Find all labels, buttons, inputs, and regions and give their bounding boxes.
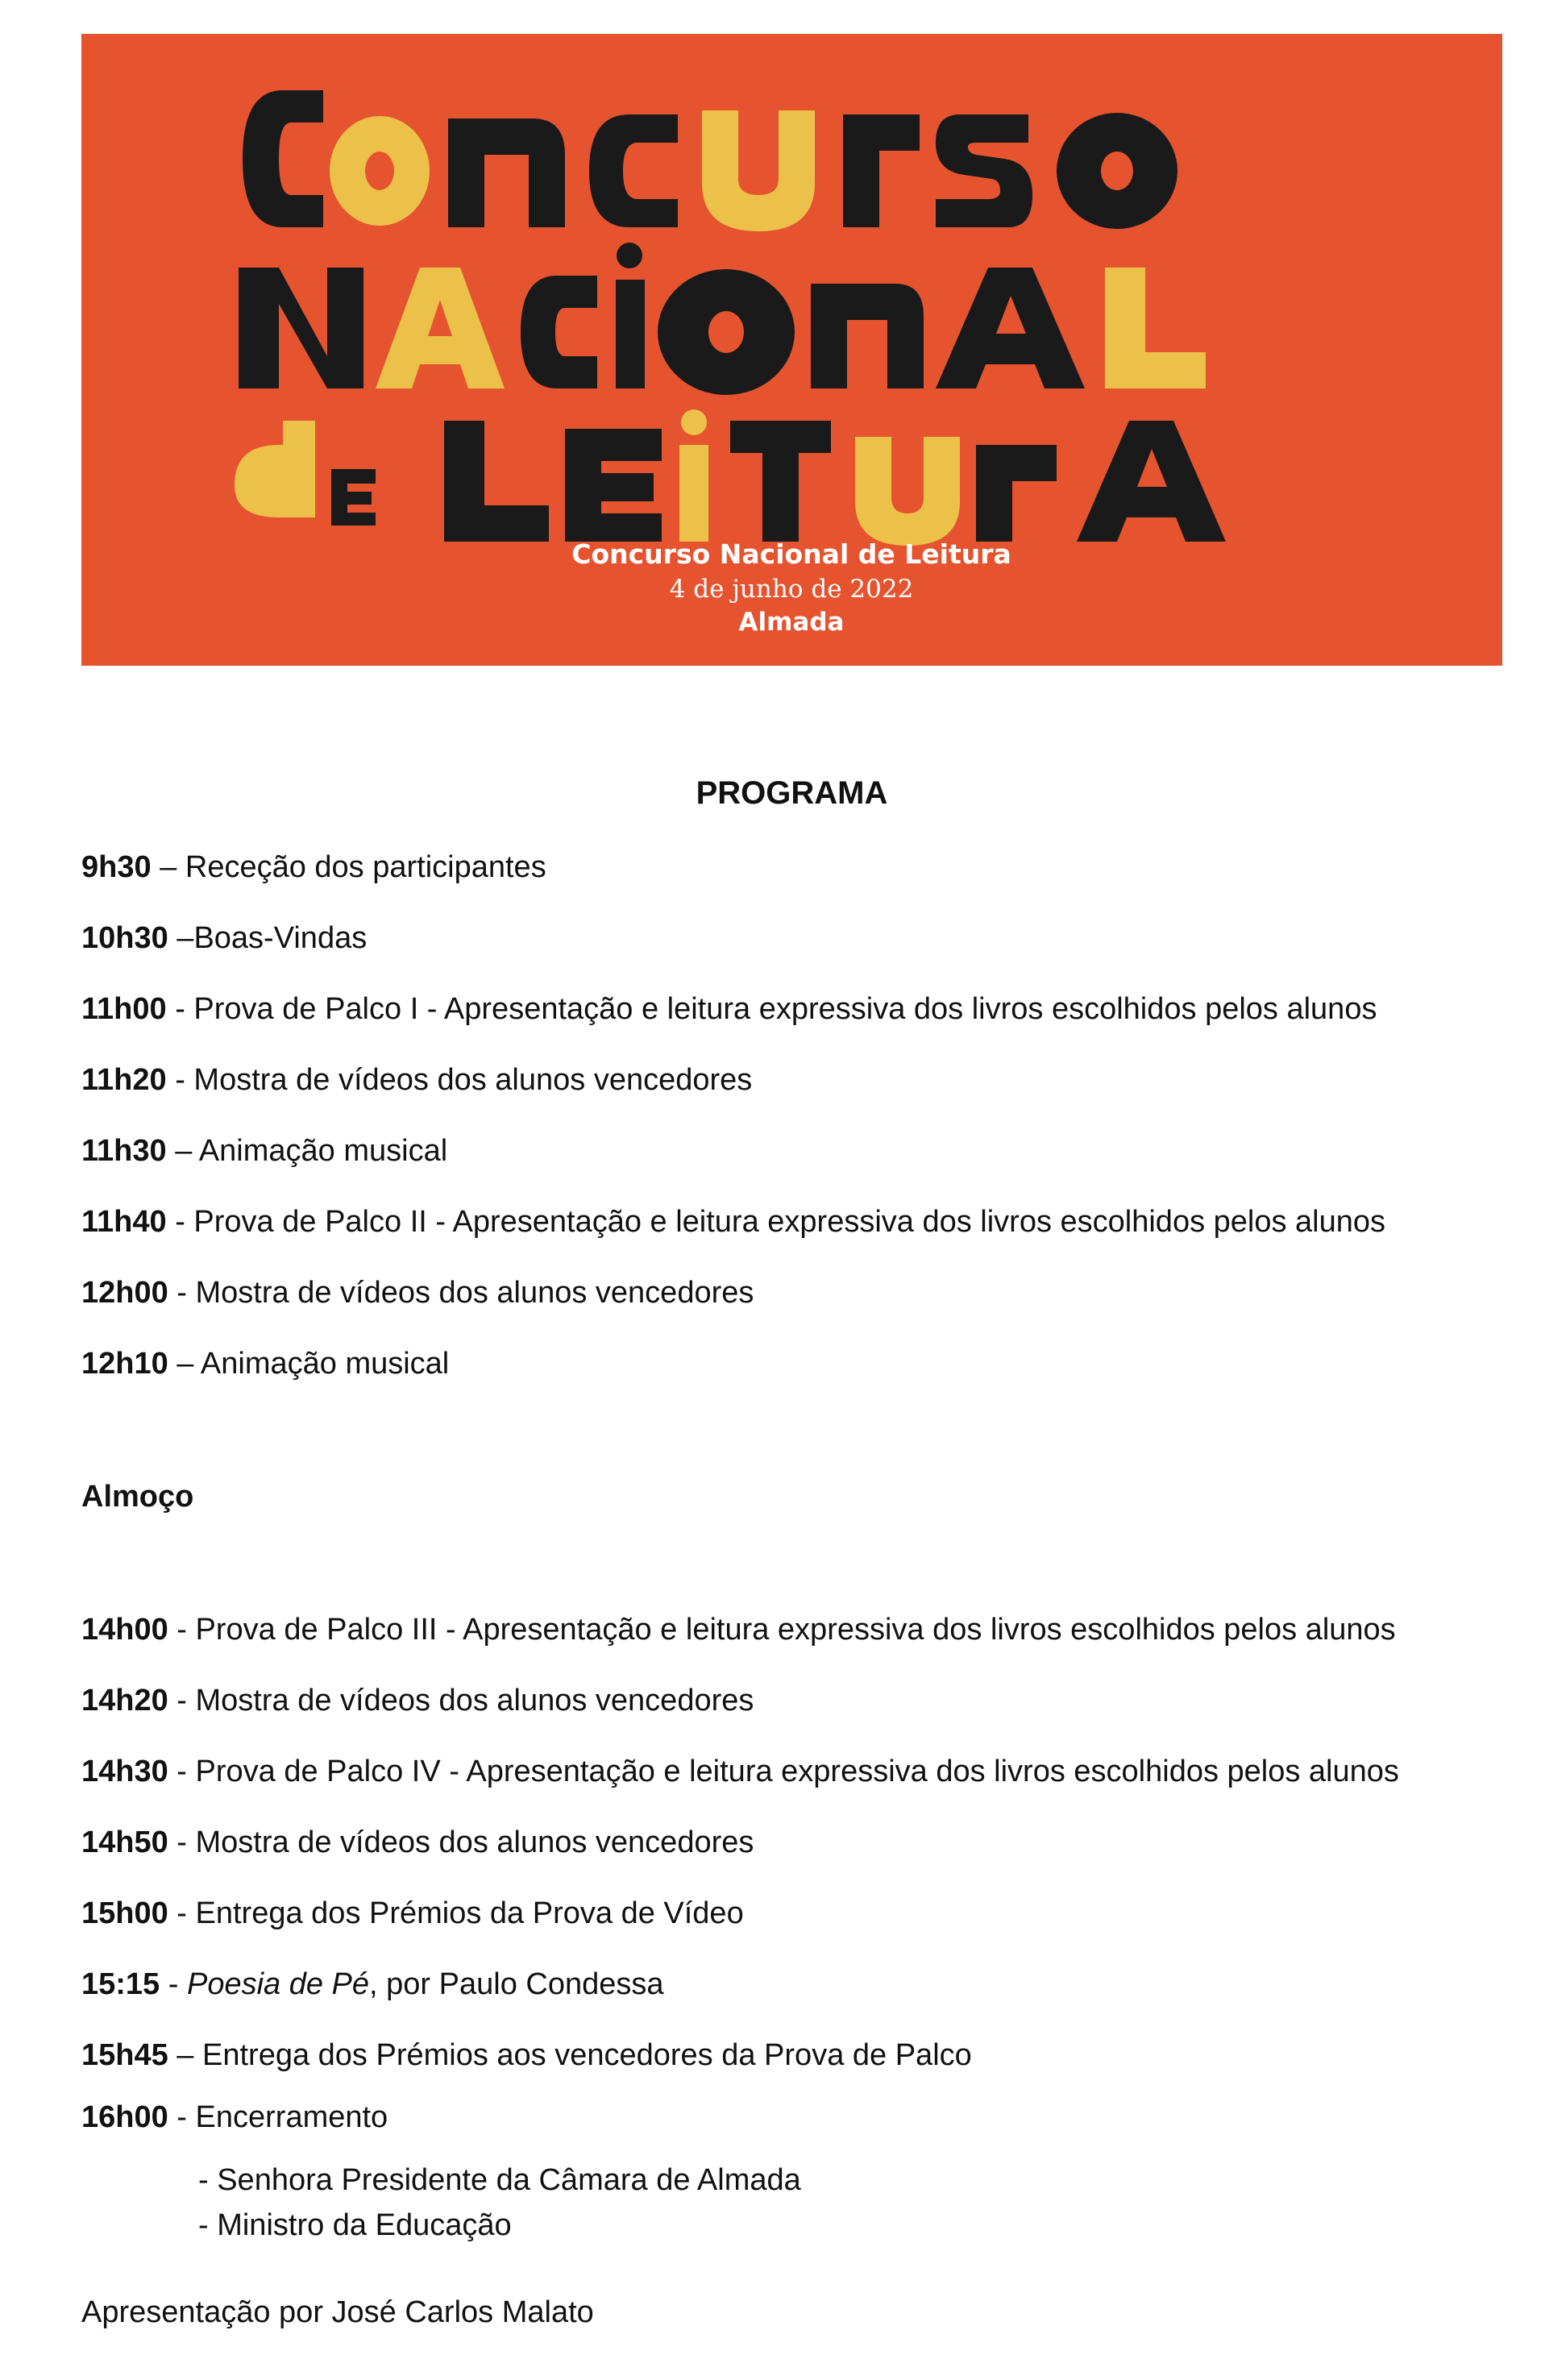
schedule-text: - Mostra de vídeos dos alunos vencedores — [168, 1684, 754, 1718]
schedule-text: - Mostra de vídeos dos alunos vencedores — [166, 1063, 753, 1097]
lunch-label: Almoço — [81, 1480, 194, 1514]
schedule-item — [81, 1684, 754, 1718]
schedule-item — [81, 1347, 449, 1381]
schedule-text: - Mostra de vídeos dos alunos vencedores — [168, 1276, 754, 1310]
logo-letter-i — [616, 280, 645, 388]
page-title: PROGRAMA — [696, 775, 888, 811]
schedule-time: 10h30 — [81, 921, 168, 955]
schedule-time: 12h10 — [81, 1347, 168, 1381]
schedule-text: - Prova de Palco III - Apresentação e leitura expressiva dos livros escolhidos pelos alunos — [168, 1613, 1396, 1647]
schedule-item — [81, 1825, 754, 1860]
schedule-item — [81, 992, 1377, 1027]
schedule-text: - Prova de Palco I - Apresentação e leitura expressiva dos livros escolhidos pelos alunos — [166, 992, 1377, 1026]
schedule-item — [81, 1063, 752, 1098]
schedule-item — [81, 1613, 1396, 1647]
logo-letter-i2 — [679, 445, 708, 542]
schedule-separator: - — [160, 1967, 187, 2001]
schedule-time: 14h50 — [81, 1825, 168, 1859]
banner-logo — [81, 34, 1502, 666]
schedule-text: - Encerramento — [168, 2100, 388, 2134]
logo-letter-e2 — [565, 429, 662, 542]
schedule-text: – Animação musical — [168, 1347, 450, 1381]
poetry-title: Poesia de Pé — [186, 1967, 370, 2001]
banner-date: 4 de junho de 2022 — [669, 575, 914, 604]
schedule-time: 11h20 — [81, 1063, 167, 1097]
logo-letter-i-dot — [617, 243, 642, 268]
logo-letter-i2-dot — [681, 409, 707, 435]
schedule-item — [81, 1205, 1385, 1240]
closing-speaker: - Senhora Presidente da Câmara de Almada — [198, 2163, 801, 2197]
schedule-time: 11h00 — [81, 992, 167, 1026]
schedule-time: 14h30 — [81, 1755, 168, 1788]
schedule-time: 12h00 — [81, 1276, 168, 1310]
schedule-item — [81, 2038, 972, 2073]
schedule-item — [81, 921, 367, 956]
schedule-text: , por Paulo Condessa — [369, 1967, 664, 2001]
schedule-time: 11h40 — [81, 1205, 167, 1239]
schedule-text: –Boas-Vindas — [168, 921, 368, 955]
schedule-text: - Mostra de vídeos dos alunos vencedores — [168, 1825, 754, 1859]
schedule-time: 14h00 — [81, 1613, 168, 1647]
schedule-item — [81, 1755, 1399, 1789]
event-banner — [81, 34, 1502, 666]
banner-place: Almada — [738, 608, 845, 637]
schedule-time: 9h30 — [81, 850, 152, 884]
schedule-item-poetry — [81, 1967, 664, 2002]
schedule-time: 15h45 — [81, 2038, 168, 2072]
schedule-time: 16h00 — [81, 2100, 168, 2134]
schedule-item — [81, 850, 546, 885]
lunch-break — [81, 1480, 193, 1514]
schedule-text: - Prova de Palco II - Apresentação e leitura expressiva dos livros escolhidos pelos alunos — [166, 1205, 1386, 1239]
schedule-time: 11h30 — [81, 1134, 167, 1168]
schedule-item — [81, 1896, 744, 1931]
schedule-text: – Receção dos participantes — [151, 850, 546, 884]
schedule-time: 14h20 — [81, 1684, 168, 1718]
schedule-item — [81, 1276, 754, 1310]
closing-speaker: - Ministro da Educação — [198, 2208, 512, 2242]
schedule-text: - Prova de Palco IV - Apresentação e leitura expressiva dos livros escolhidos pelos alunos — [168, 1755, 1399, 1788]
schedule-text: – Animação musical — [166, 1134, 448, 1168]
schedule-text: – Entrega dos Prémios aos vencedores da Prova de Palco — [168, 2038, 972, 2072]
presenter-note: Apresentação por José Carlos Malato — [81, 2295, 594, 2329]
banner-subtitle: Concurso Nacional de Leitura — [571, 538, 1011, 570]
schedule-text: - Entrega dos Prémios da Prova de Vídeo — [168, 1896, 744, 1930]
schedule-item — [81, 1134, 447, 1169]
schedule-item — [81, 2100, 388, 2135]
schedule-time: 15h00 — [81, 1896, 168, 1930]
logo-letter-e — [331, 469, 376, 525]
schedule-time: 15:15 — [81, 1967, 160, 2001]
